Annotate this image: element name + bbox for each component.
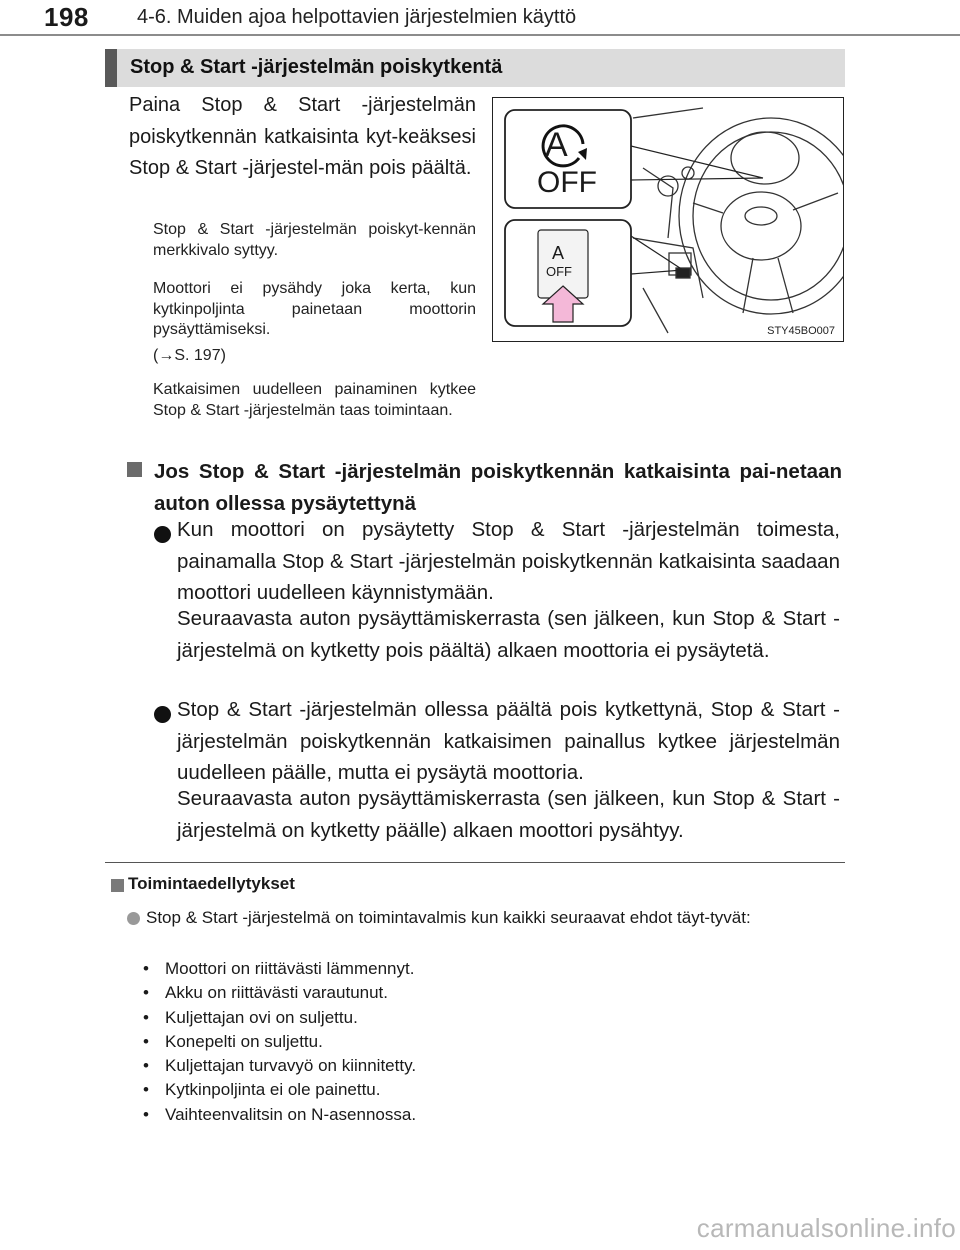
- conditions-marker: [111, 879, 124, 892]
- intro-paragraph: Paina Stop & Start -järjestelmän poiskytkennän katkaisinta kyt-keäksesi Stop & Start -järjestel-män pois päältä.: [129, 94, 476, 179]
- page-number: 198: [44, 2, 89, 32]
- condition-item: • Akku on riittävästi varautunut.: [143, 981, 416, 1005]
- switch-off-label-large: OFF: [537, 166, 597, 199]
- condition-item: • Moottori on riittävästi lämmennyt.: [143, 957, 416, 981]
- section-title: Stop & Start -järjestelmän poiskytkentä: [130, 56, 503, 78]
- subsection-marker: [127, 462, 142, 477]
- condition-item: • Vaihteenvalitsin on N-asennossa.: [143, 1103, 416, 1127]
- bullet-reactivate: Stop & Start -järjestelmän ollessa päältä pois kytkettynä, Stop & Start -järjestelmän poiskytkennän katkaisimen painallus kytkee järjestelmän uudelleen päälle, mutta ei pysäytä moottoria.: [177, 698, 840, 784]
- conditions-intro: Stop & Start -järjestelmä on toimintavalmis kun kaikki seuraavat ehdot täyt-tyvät:: [146, 908, 751, 927]
- figure-code: STY45BO007: [767, 325, 835, 337]
- bullet-icon: [154, 526, 171, 543]
- note-engine: Moottori ei pysähdy joka kerta, kun kytkinpoljinta painetaan moottorin pysäyttämiseksi.: [153, 280, 476, 338]
- condition-item: • Kuljettajan ovi on suljettu.: [143, 1006, 416, 1030]
- section-accent: [105, 49, 117, 87]
- bullet-restart: Kun moottori on pysäytetty Stop & Start -järjestelmän toimesta, painamalla Stop & Start -järjestelmän poiskytkennän katkaisinta saadaan moottori uudelleen käynnistymään.: [177, 518, 840, 604]
- note-page-ref: (→S. 197): [153, 347, 226, 364]
- header-divider: [0, 34, 960, 36]
- watermark: carmanualsonline.info: [696, 1213, 956, 1243]
- section-heading-bar: [105, 49, 845, 87]
- switch-off-label-small: OFF: [546, 264, 572, 279]
- conditions-list: [143, 957, 416, 1127]
- condition-item: • Konepelti on suljettu.: [143, 1030, 416, 1054]
- note-reactivate: Katkaisimen uudelleen painaminen kytkee Stop & Start -järjestelmän taas toimintaan.: [153, 381, 476, 419]
- subsection-heading: Jos Stop & Start -järjestelmän poiskytkennän katkaisinta pai-netaan auton ollessa pysäytettynä: [154, 460, 842, 515]
- switch-letter-small: A: [552, 243, 565, 263]
- condition-item: • Kytkinpoljinta ei ole painettu.: [143, 1078, 416, 1102]
- note-indicator: Stop & Start -järjestelmän poiskyt-kennän merkkivalo syttyy.: [153, 221, 476, 259]
- condition-item: • Kuljettajan turvavyö on kiinnitetty.: [143, 1054, 416, 1078]
- switch-letter-large: A: [545, 126, 568, 164]
- bullet-reactivate-followup: Seuraavasta auton pysäyttämiskerrasta (sen jälkeen, kun Stop & Start -järjestelmä on kytketty päälle) alkaen moottori pysähtyy.: [177, 787, 840, 842]
- bullet-icon: [154, 706, 171, 723]
- bullet-restart-followup: Seuraavasta auton pysäyttämiskerrasta (sen jälkeen, kun Stop & Start -järjestelmä on kytketty pois päältä) alkaen moottoria ei pysäytetä.: [177, 607, 840, 662]
- chapter-title: 4-6. Muiden ajoa helpottavien järjestelmien käyttö: [137, 6, 577, 28]
- switch-illustration: [492, 97, 844, 342]
- conditions-bullet-icon: [127, 912, 140, 925]
- conditions-heading: Toimintaedellytykset: [128, 874, 295, 893]
- section-divider: [105, 862, 845, 863]
